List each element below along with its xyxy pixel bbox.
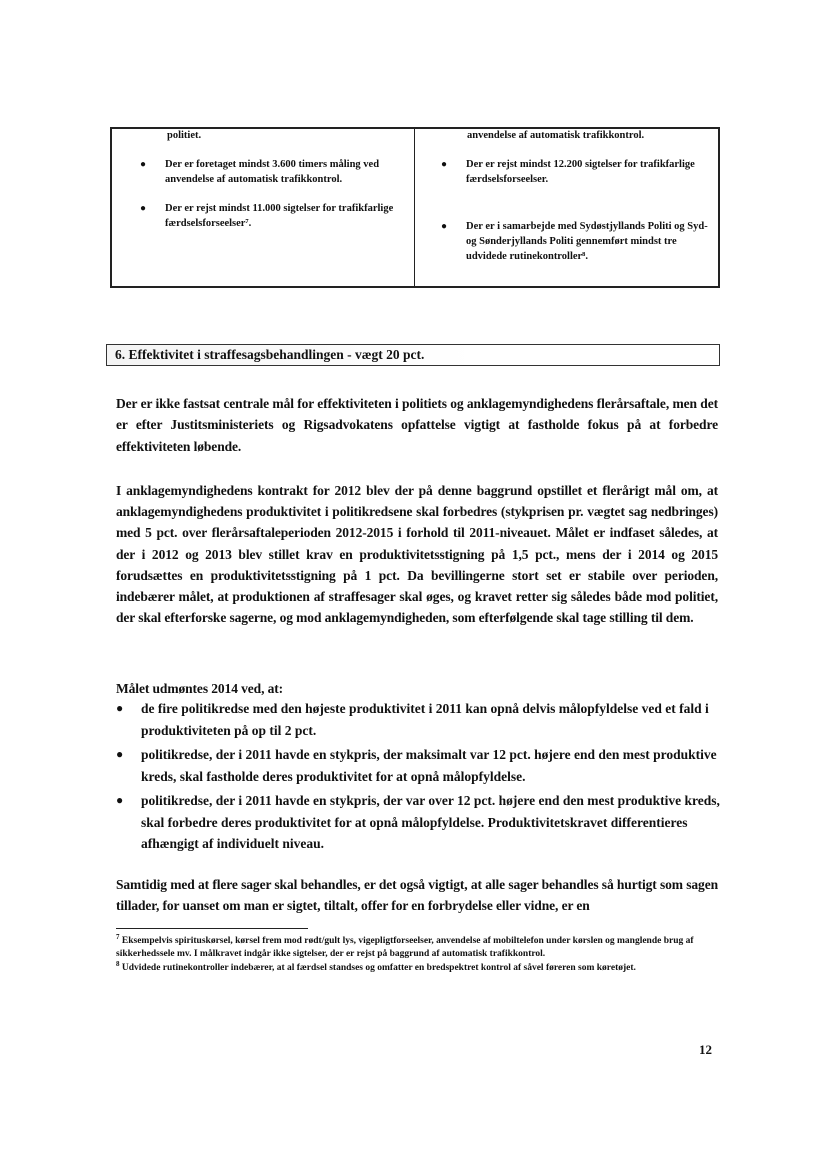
list-item (116, 698, 720, 741)
footnote-text: Eksempelvis spirituskørsel, kørsel frem mod rødt/gult lys, vigepligtforseelser, anvendelse af mobiltelefon under kørslen og manglende brug af sikkerhedssele mv. I målkravet indgår ikke sigtelser, der er rejst på baggrund af automatisk trafikkontrol. (116, 936, 694, 959)
footnote-7 (116, 932, 716, 960)
paragraph-intro: Der er ikke fastsat centrale mål for effektiviteten i politiets og anklagemyndighedens flerårsaftale, men det er efter Justitsministeriets og Rigsadvokatens opfattelse vigtigt at fastholde fokus på at forbedre effektiviteten løbende. (116, 396, 718, 454)
list-item-text: politikredse, der i 2011 havde en stykpris, der var over 12 pct. højere end den mest produktive kreds, skal forbedre deres produktivitet for at opnå målopfyldelse. Produktivitetskravet differentieres afhængigt af individuelt niveau. (141, 793, 720, 851)
left-continuation-text: politiet. (167, 130, 202, 141)
footnote-8 (116, 959, 716, 975)
paragraph-contract: I anklagemyndighedens kontrakt for 2012 blev der på denne baggrund opstillet et flerårigt mål om, at anklagemyndighedens produktivitet i politikredsene skal forbedres (stykprisen pr. vægtet sag nedbringes) med 5 pct. over flerårsaftaleperioden 2012-2015 i forhold til 2011-niveauet. Målet er indfaset således, at der i 2012 og 2013 blev stillet krav en produktivitetsstigning på 1,5 pct., mens der i 2014 og 2015 forudsættes en produktivitetsstigning på 1 pct. Da bevillingerne stort set er stabile over perioden, indebærer målet, at produktionen af straffesager skal øges, og kravet retter sig således både mod politiet, der skal efterforske sagerne, og mod anklagemyndigheden, som efterfølgende skal tage stilling til dem. (116, 483, 718, 626)
bullet-icon: ● (116, 793, 124, 807)
list-item (116, 744, 720, 787)
right-bullet-item (437, 219, 712, 264)
bullet-icon: ● (116, 747, 124, 761)
footnote-mark: 8 (116, 959, 120, 968)
bullet-icon: ● (140, 159, 147, 170)
right-bullet-text: Der er rejst mindst 12.200 sigtelser for trafikfarlige færdselsforseelser. (466, 159, 695, 185)
footnote-text: Udvidede rutinekontroller indebærer, at al færdsel standses og omfatter en bredspektret kontrol af såvel føreren som køretøjet. (119, 963, 636, 973)
left-bullet-item (136, 201, 411, 231)
goals-table (110, 127, 720, 288)
bullet-icon: ● (441, 159, 448, 170)
left-bullet-text: Der er foretaget mindst 3.600 timers måling ved anvendelse af automatisk trafikkontrol. (165, 159, 380, 185)
goals-table-right-column (415, 129, 718, 286)
section-heading: 6. Effektivitet i straffesagsbehandlingen - vægt 20 pct. (115, 347, 425, 362)
footnotes (116, 932, 716, 977)
list-item-text: politikredse, der i 2011 havde en stykpris, der maksimalt var 12 pct. højere end den mest produktive kreds, skal fastholde deres produktivitet for at opnå målopfyldelse. (141, 747, 717, 784)
footnote-separator (116, 928, 308, 929)
left-bullet-item (136, 157, 411, 187)
page-number: 12 (699, 1042, 712, 1057)
section-heading-box (106, 344, 720, 366)
right-bullet-text: Der er i samarbejde med Sydøstjyllands Politi og Syd- og Sønderjyllands Politi gennemført mindst tre udvidede rutinekontroller⁸. (466, 221, 708, 262)
bullet-icon: ● (116, 701, 124, 715)
list-item-text: de fire politikredse med den højeste produktivitet i 2011 kan opnå delvis målopfyldelse ved et fald i produktiviteten på op til 2 pct. (141, 701, 709, 738)
footnote-mark: 7 (116, 932, 120, 941)
bullet-icon: ● (140, 203, 147, 214)
right-continuation-text: anvendelse af automatisk trafikkontrol. (467, 130, 645, 141)
bullet-icon: ● (441, 221, 448, 232)
right-bullet-item (437, 157, 712, 187)
list-item (116, 790, 720, 855)
target-bullet-list (116, 698, 720, 858)
paragraph-speed: Samtidig med at flere sager skal behandles, er det også vigtigt, at alle sager behandles så hurtigt som sagen tillader, for uanset om man er sigtet, tiltalt, offer for en forbrydelse eller vidne, er en (116, 877, 718, 914)
paragraph-target-intro: Målet udmøntes 2014 ved, at: (116, 681, 284, 696)
left-bullet-text: Der er rejst mindst 11.000 sigtelser for trafikfarlige færdselsforseelser⁷. (165, 203, 394, 229)
goals-table-left-column (112, 129, 415, 286)
